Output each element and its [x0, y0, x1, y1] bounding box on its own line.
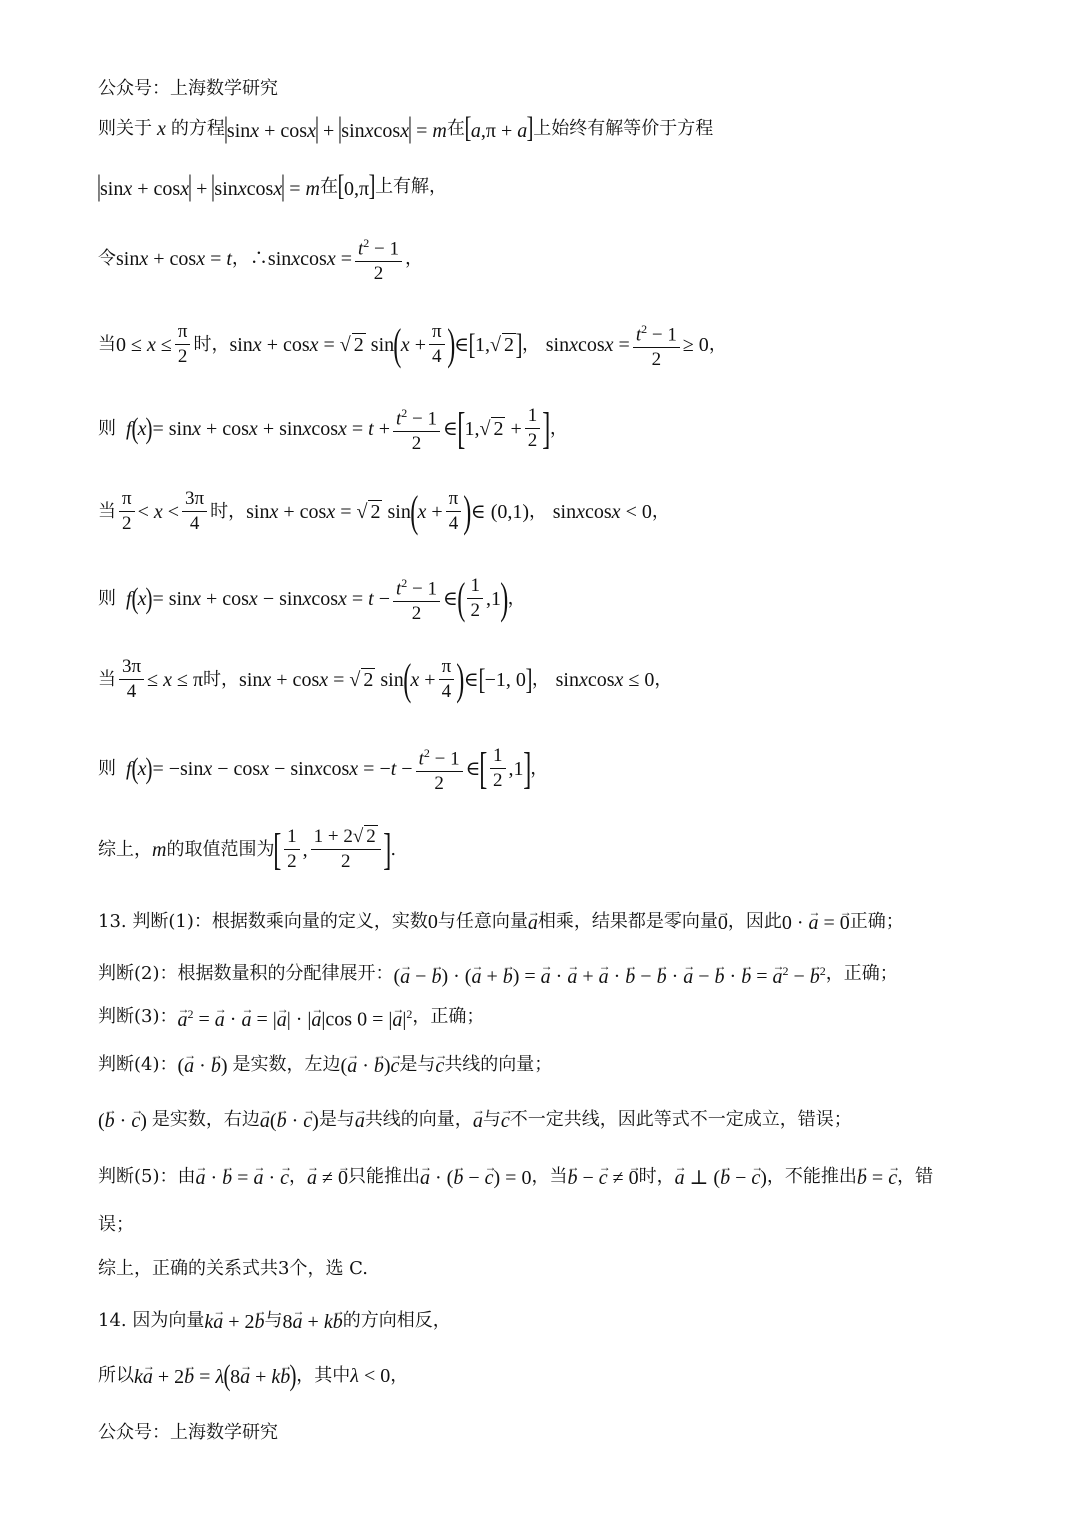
q13-line-7: 误； [98, 1214, 134, 1235]
q12-line-6: 当 $\frac{\pi}{2}$ < x < $\frac{3\pi}{4}$ 时， sinx + cosx = √ 2 sin ( x + $\frac{\pi}{4}$ ) ∈ (0,1) ， sinxcosx < 0 ， [98, 486, 670, 536]
footer-watermark: 公众号：上海数学研究 [98, 1422, 278, 1443]
q14-line-2: 所以 k→ a + 2→ b = λ ( 8→ a + k→ b ) ，其中 λ < 0 ， [98, 1362, 408, 1390]
q13-line-5: (→ b · → c) 是实数，右边 → a(→ b · → c) 是与 → a 共线的向量， → a 与 → c 不一定共线，因此等式不一定成立，错误； [98, 1106, 852, 1134]
q12-line-5: 则 f ( x ) = sinx + cosx + sinxcosx = t + $\frac{t^2 - 1}{2}$ ∈ [ 1,√ 2 + $\frac{1}{2}$ ] ， [98, 403, 568, 455]
q13-line-6: 判断(5)：由 → a · → b = → a · → c ， → a ≠ → 0 只能推出 → a · (→ b − → c) = 0 ，当 → b − → c ≠ → 0 时， → a ⊥ (→ b − → c) ，不能推出 → b = → c ，错 [98, 1163, 933, 1191]
q12-line-8: 当 $\frac{3\pi}{4}$ ≤ x ≤ π 时， sinx + cosx = √ 2 sin ( x + $\frac{\pi}{4}$ ) ∈ [ −1, 0 ] ， sinxcosx ≤ 0 ， [98, 654, 673, 704]
header-watermark: 公众号：上海数学研究 [98, 78, 278, 99]
q12-line-1: 则关于 x 的方程 |sinx + cosx| + |sinxcosx| = m 在 [a,π + a] 上始终有解等价于方程 [98, 111, 714, 144]
q14-line-1: 14. 因为向量 k→ a + 2→ b 与 8→ a + k→ b 的方向相反， [98, 1307, 451, 1335]
q12-line-7: 则 f ( x ) = sinx + cosx − sinxcosx = t − $\frac{t^2 - 1}{2}$ ∈ ( $\frac{1}{2}$ ,1 ) ， [98, 573, 526, 625]
q13-line-4: 判断(4)： (→ a · → b) 是实数，左边 (→ a · → b)→ c 是与 → c 共线的向量； [98, 1051, 552, 1079]
q12-line-3: 令 sinx + cosx = t ，∴ sinxcosx = $\frac{t^2 - 1}{2}$ ， [98, 232, 423, 285]
q13-conclusion: 综上，正确的关系式共3个，选 C. [98, 1258, 369, 1279]
q13-line-1: 13. 判断(1)：根据数乘向量的定义，实数 0 与任意向量 → a 相乘，结果都是零向量 → 0 ，因此 0 · → a = → 0 正确； [98, 908, 904, 936]
q12-line-9: 则 f ( x ) = −sinx − cosx − sinxcosx = −t − $\frac{t^2 - 1}{2}$ ∈ [ $\frac{1}{2}$ ,1 ] ， [98, 743, 549, 795]
q12-line-4: 当 0 ≤ x ≤ $\frac{\pi}{2}$ 时， sinx + cosx = √ 2 sin ( x + $\frac{\pi}{4}$ ) ∈ [ 1,√ 2 ] ， sinxcosx = $\frac{t^2 - 1}{2}$ ≥ 0 ， [98, 319, 727, 371]
q13-line-3: 判断(3)： → $a^2$ = → a · → a = |→ a| · |→ a|cos 0 = |→ $a|^2$ ，正确； [98, 1001, 484, 1033]
q13-line-2: 判断(2)：根据数量积的分配律展开： (→ a − → b) · (→ a + → b) = → a · → a + → a · → b − → b · → a − → b · → b = → $a^2$ − → $b^2$ ，正确； [98, 958, 898, 990]
q12-conclusion: 综上， m 的取值范围为 [ $\frac{1}{2}$ , $\frac{1 + 2√ 2}{2}$ ] . [98, 824, 397, 874]
q12-line-2: |sinx + cosx| + |sinxcosx| = m 在 [0,π] 上有解， [96, 169, 448, 202]
